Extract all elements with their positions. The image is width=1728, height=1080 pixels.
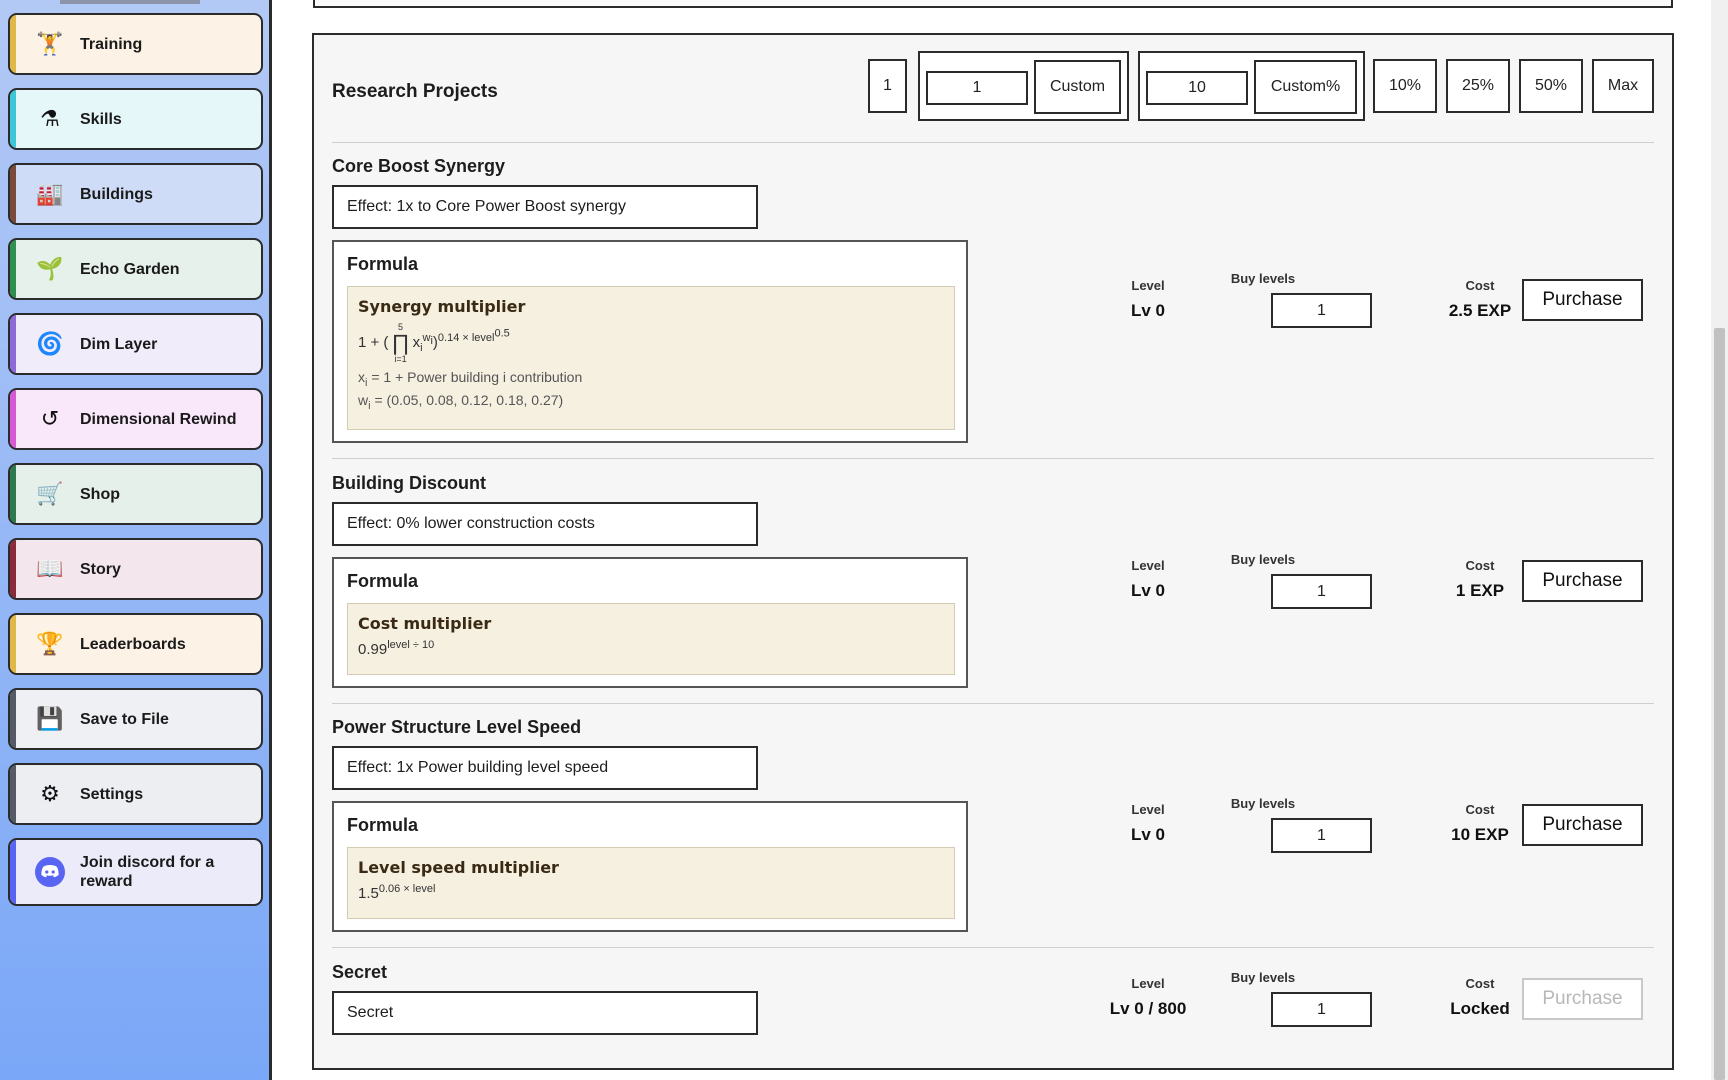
formula-body [347, 603, 955, 675]
divider [332, 703, 1654, 704]
factory-icon: 🏭 [36, 181, 64, 206]
level-label: Level [1131, 802, 1165, 817]
formula-name: Cost multiplier [358, 614, 492, 633]
buy-25-percent-button[interactable]: 25% [1446, 59, 1510, 113]
buy-50-percent-button[interactable]: 50% [1519, 59, 1583, 113]
scrollbar[interactable] [1711, 0, 1728, 1080]
project-name: Building Discount [332, 473, 486, 493]
custom-amount-group [918, 51, 1129, 121]
sidebar-item-label: Settings [80, 785, 144, 803]
formula-expression: $0.99^{level \div 10}$ [358, 639, 435, 658]
discord-icon [32, 854, 68, 890]
sidebar-item-story[interactable] [8, 538, 263, 600]
spiral-icon: 🌀 [36, 331, 64, 356]
level-value: Lv 0 [1130, 825, 1166, 844]
formula-title: Formula [347, 254, 419, 274]
buy-amount-1-button[interactable]: 1 [868, 59, 907, 113]
level-value: Lv 0 / 800 [1109, 999, 1187, 1018]
level-label: Level [1131, 278, 1165, 293]
divider [332, 458, 1654, 459]
scrollbar-thumb[interactable] [1714, 328, 1725, 1080]
cost-label: Cost [1465, 558, 1495, 573]
formula-card [332, 240, 968, 443]
sidebar-item-training[interactable] [8, 13, 263, 75]
buy-levels-label: Buy levels [1230, 552, 1296, 567]
custom-amount-input[interactable] [926, 71, 1028, 105]
sidebar-item-shop[interactable] [8, 463, 263, 525]
buy-levels-input[interactable] [1271, 992, 1372, 1027]
cost-value: 2.5 EXP [1448, 301, 1512, 320]
formula-note: $x_i = 1$ + Power building i contribution [358, 369, 583, 389]
book-icon: 📖 [36, 556, 64, 581]
purchase-button[interactable]: Purchase [1522, 804, 1643, 846]
formula-name: Synergy multiplier [358, 297, 526, 316]
buy-10-percent-button[interactable]: 10% [1373, 59, 1437, 113]
divider [332, 947, 1654, 948]
sidebar-item-label: Dimensional Rewind [80, 410, 237, 428]
buy-levels-input[interactable] [1271, 818, 1372, 853]
cost-label: Cost [1465, 802, 1495, 817]
sidebar [0, 0, 272, 1080]
cost-label: Cost [1465, 278, 1495, 293]
sidebar-item-skills[interactable] [8, 88, 263, 150]
project-name: Secret [332, 962, 388, 982]
buy-levels-label: Buy levels [1230, 271, 1296, 286]
cost-value: 1 EXP [1455, 581, 1505, 600]
sidebar-item-label: Echo Garden [80, 260, 180, 278]
formula-card [332, 801, 968, 932]
divider [332, 142, 1654, 143]
level-label: Level [1131, 558, 1165, 573]
formula-expression: $1.5^{0.06 \times level}$ [358, 883, 436, 902]
sidebar-item-label: Story [80, 560, 121, 578]
formula-card [332, 557, 968, 688]
project-effect: Effect: 0% lower construction costs [332, 502, 758, 546]
project-effect: Effect: 1x to Core Power Boost synergy [332, 185, 758, 229]
sidebar-item-label: Skills [80, 110, 122, 128]
formula-name: Level speed multiplier [358, 858, 559, 877]
sidebar-item-buildings[interactable] [8, 163, 263, 225]
sidebar-item-label: Shop [80, 485, 120, 503]
sidebar-item-label: Join discord for a reward [80, 854, 215, 890]
rewind-icon: ↺ [40, 406, 60, 431]
sidebar-item-echo-garden[interactable] [8, 238, 263, 300]
level-value: Lv 0 [1130, 581, 1166, 600]
buy-levels-label: Buy levels [1230, 796, 1296, 811]
sidebar-item-dimensional-rewind[interactable] [8, 388, 263, 450]
buy-max-button[interactable]: Max [1592, 59, 1654, 113]
floppy-icon: 💾 [36, 706, 64, 731]
custom-percent-button[interactable]: Custom% [1254, 60, 1357, 114]
sidebar-item-join-discord-for-a-reward[interactable] [8, 838, 263, 906]
formula-note: $w_i = (0.05$, 0.08, 0.12, 0.18, 0.27) [358, 391, 564, 412]
project-effect: Secret [332, 991, 758, 1035]
sidebar-item-leaderboards[interactable] [8, 613, 263, 675]
panel-title: Research Projects [332, 81, 498, 102]
cost-value: 10 EXP [1451, 825, 1509, 844]
buy-levels-input[interactable] [1271, 293, 1372, 328]
sidebar-item-save-to-file[interactable] [8, 688, 263, 750]
dumbbell-icon: 🏋 [36, 31, 64, 56]
sidebar-item-label: Leaderboards [80, 635, 186, 653]
sidebar-top-handle [60, 0, 200, 4]
formula-title: Formula [347, 571, 419, 591]
sidebar-item-label: Dim Layer [80, 335, 158, 353]
sidebar-item-settings[interactable] [8, 763, 263, 825]
level-label: Level [1131, 976, 1165, 991]
sidebar-item-dim-layer[interactable] [8, 313, 263, 375]
level-value: Lv 0 [1130, 301, 1166, 320]
project-name: Power Structure Level Speed [332, 717, 582, 737]
sidebar-item-label: Training [80, 35, 143, 53]
skill-tree-icon: ⚗ [40, 106, 60, 131]
custom-button[interactable]: Custom [1034, 60, 1121, 114]
cost-label: Cost [1465, 976, 1495, 991]
cost-value: Locked [1450, 999, 1510, 1018]
sidebar-item-label: Save to File [80, 710, 169, 728]
formula-body [347, 286, 955, 430]
research-projects-panel [312, 33, 1674, 1070]
sidebar-item-label: Buildings [80, 185, 153, 203]
custom-percent-group [1138, 51, 1365, 121]
purchase-button-disabled: Purchase [1522, 978, 1643, 1020]
purchase-button[interactable]: Purchase [1522, 560, 1643, 602]
sprout-icon: 🌱 [36, 256, 64, 281]
formula-expression: 1 + ( 5 ∏ i=1 $x_i^{w_i})^{0.14 \times level^{0.5}}$ [358, 322, 510, 364]
previous-panel-edge [313, 0, 1673, 8]
buy-levels-label: Buy levels [1230, 970, 1296, 985]
custom-percent-input[interactable] [1146, 71, 1248, 105]
project-name: Core Boost Synergy [332, 156, 506, 176]
cart-icon: 🛒 [36, 481, 64, 506]
buy-levels-input[interactable] [1271, 574, 1372, 609]
trophy-icon: 🏆 [36, 631, 64, 656]
project-effect: Effect: 1x Power building level speed [332, 746, 758, 790]
formula-body [347, 847, 955, 919]
gear-icon: ⚙ [40, 781, 60, 806]
purchase-button[interactable]: Purchase [1522, 279, 1643, 321]
formula-title: Formula [347, 815, 419, 835]
